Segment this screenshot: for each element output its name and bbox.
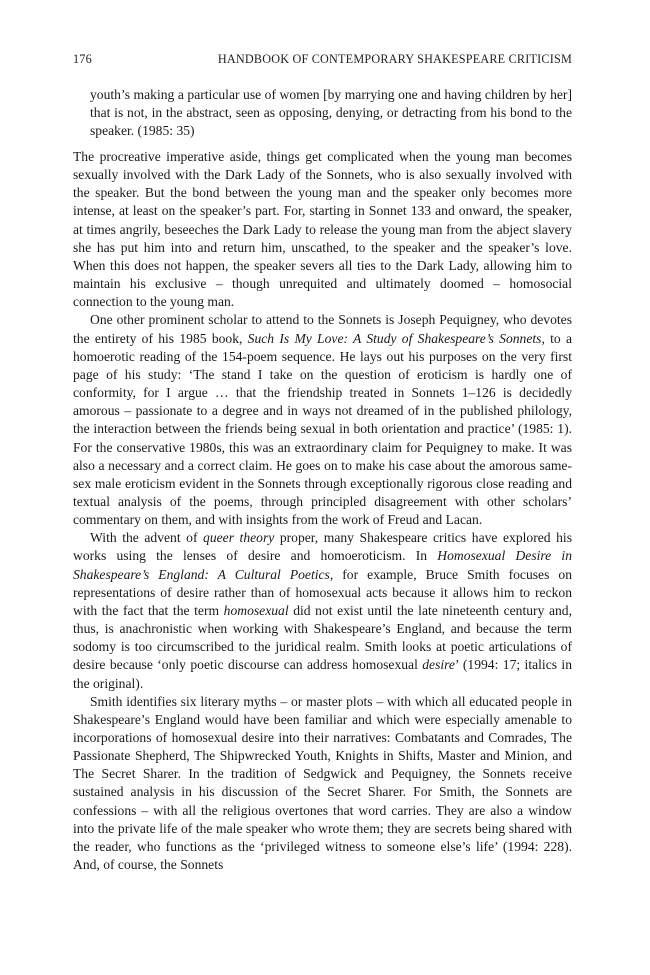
term-queer-theory: queer theory bbox=[203, 530, 275, 546]
block-quote: youth’s making a particular use of women [by marrying one and having children by her] that is not, in the abstract, seen as opposing, denying, or detracting from his bond to the speaker. (1985: 35) bbox=[90, 87, 572, 139]
paragraph-2-text-b: , to a homoerotic reading of the 154-poem sequence. He lays out his purposes on the very first page of his study: ‘The stand I take on the question of eroticism is hardly one of conformity, for I argue … that the friendship treated in Sonnets 1–126 is decidedly amorous – passionate to a degree and in ways not dreamed of in the published philology, the interaction between the friends being sexual in both orientation and practice’ (1985: 1). For the conservative 1980s, this was an extraordinary claim for Pequigney to make. It was also a necessary and a correct claim. He goes on to make his case about the amorous same-sex male eroticism evident in the Sonnets through exceptionally rigorous close reading and textual analysis of the poems, through principled disagreement with other scholars’ commentary on them, and with insights from the work of Freud and Lacan. bbox=[73, 330, 572, 528]
paragraph-3-text-c: , for example, Bruce Smith focuses on representations of desire rather than of homosexual acts because it allows him to reckon with the fact that the term bbox=[73, 566, 572, 618]
running-title: HANDBOOK OF CONTEMPORARY SHAKESPEARE CRITICISM bbox=[217, 52, 572, 66]
running-header bbox=[73, 52, 572, 67]
paragraph-1: The procreative imperative aside, things get complicated when the young man becomes sexually involved with the Dark Lady of the Sonnets, who is also sexually involved with the speaker. But the bond between the young man and the speaker only becomes more intense, at least on the speaker’s part. For, starting in Sonnet 133 and onward, the speaker, at times angrily, beseeches the Dark Lady to release the young man from the abject slavery she has put him into and return him, unscathed, to the speaker and the speaker’s love. When this does not happen, the speaker severs all ties to the Dark Lady, allowing him to maintain his exclusive – though unrequited and ultimately doomed – homosocial connection to the young man. bbox=[73, 149, 572, 310]
paragraph-4: Smith identifies six literary myths – or master plots – with which all educated people in Shakespeare’s England would have been familiar and which were especially amenable to incorporations of homosexual desire into their narratives: Combatants and Comrades, The Passionate Shepherd, The Shipwrecked Youth, Knights in Shifts, Master and Minion, and The Secret Sharer. In the tradition of Sedgwick and Pequigney, the Sonnets receive sustained analysis in his discussion of the Secret Sharer. For Smith, the Sonnets are confessions – with all the religious overtones that word carries. They are also a window into the private life of the male speaker who wrote them; they are secrets being shared with the reader, who functions as the ‘privileged witness to someone else’s life’ (1994: 228). And, of course, the Sonnets bbox=[73, 693, 572, 873]
paragraph-3-text-a: With the advent of bbox=[90, 530, 204, 546]
term-desire: desire bbox=[422, 657, 455, 673]
paragraph-3-text-b: proper, many Shakespeare critics have explored his works using the lenses of desire and homoeroticism. In bbox=[73, 530, 572, 564]
book-title-smith: Homosexual Desire in Shakespeare’s England: A Cultural Poetics bbox=[73, 548, 573, 582]
book-title-pequigney: Such Is My Love: A Study of Shakespeare’s Sonnets bbox=[247, 330, 542, 346]
paragraph-3-text-d: did not exist until the late nineteenth century and, thus, is anachronistic when working with Shakespeare’s England, and because the term sodomy is too circumscribed to the juridical realm. Smith looks at poetic articulations of desire because ‘only poetic discourse can address homosexual bbox=[73, 602, 572, 673]
page-number: 176 bbox=[73, 52, 92, 66]
paragraph-3 bbox=[73, 529, 572, 692]
paragraph-2 bbox=[73, 311, 572, 529]
term-homosexual: homosexual bbox=[223, 602, 289, 618]
body-text bbox=[73, 148, 572, 874]
paragraph-2-text-a: One other prominent scholar to attend to the Sonnets is Joseph Pequigney, who devotes the entirety of his 1985 book, bbox=[73, 312, 572, 346]
paragraph-3-text-e: ’ (1994: 17; italics in the original). bbox=[73, 657, 572, 691]
